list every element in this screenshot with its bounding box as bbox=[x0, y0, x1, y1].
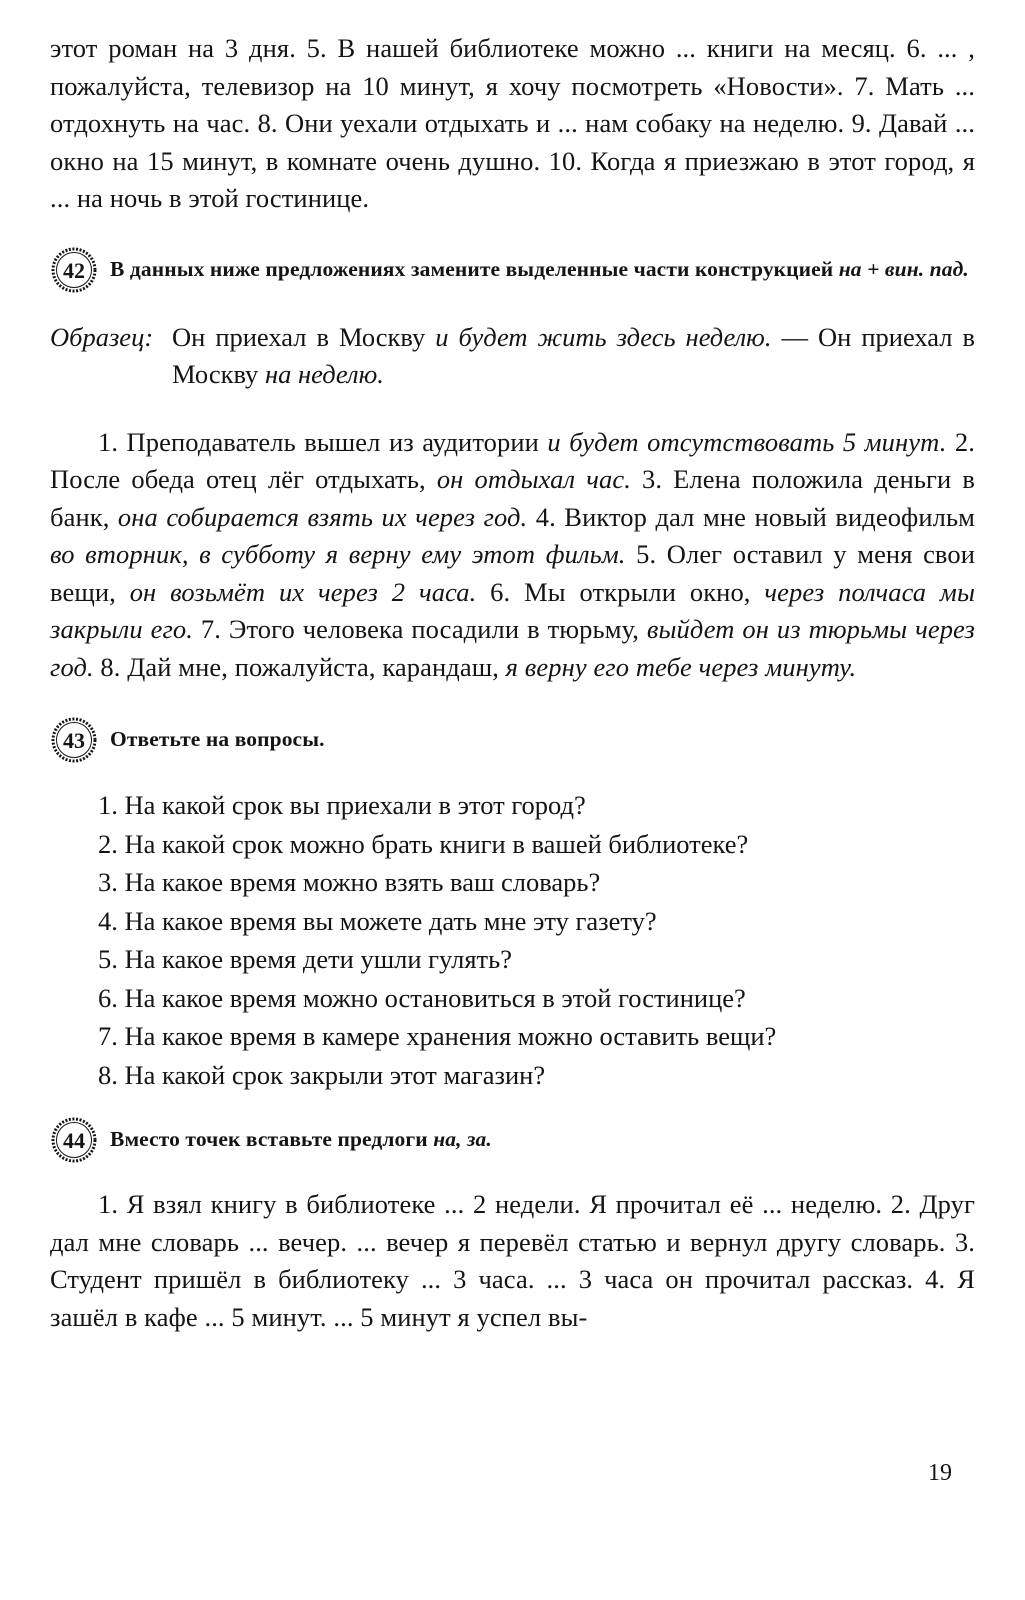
text-run: 3. Елена положила деньги в банк, bbox=[50, 464, 975, 532]
text-run: этот роман на 3 дня. 5. В нашей библиотеке можно ... книги на месяц. 6. ... , пожалуйста, телевизор на 10 минут, я хочу посмотреть «Новости». 7. Мать ... отдохнуть на час. 8. Они уехали отдыхать и ... нам собаку на неделю. 9. Давай ... окно на 15 минут, в комнате очень душно. 10. Когда я приезжаю в этот город, я ... на ночь в этой гостинице. bbox=[50, 33, 975, 213]
text-run: 7. Этого человека посадили в тюрьму, bbox=[192, 614, 647, 644]
italic-text-run: через полчаса мы закрыли его. bbox=[50, 576, 975, 644]
text-run: Вместо точек вставьте предлоги bbox=[110, 1127, 434, 1151]
text-run: 2. После обеда отец лёг отдыхать, bbox=[50, 426, 975, 494]
exercise-number-badge-icon bbox=[50, 246, 98, 294]
badge-circle-icon bbox=[50, 246, 98, 294]
page-number: 19 bbox=[928, 1460, 952, 1486]
exercise-43-questions bbox=[50, 786, 975, 1094]
italic-text-run: она собирается взять их через год. bbox=[117, 501, 528, 532]
list-item: 4. На какое время вы можете дать мне эту газету? bbox=[98, 905, 657, 936]
badge-number: 42 bbox=[63, 257, 85, 283]
exercise-43-heading bbox=[50, 716, 975, 764]
text-run: 4. Виктор дал мне новый видеофильм bbox=[527, 501, 975, 532]
list-item: 2. На какой срок можно брать книги в вашей библиотеке? bbox=[98, 828, 749, 859]
badge-circle-icon bbox=[50, 716, 98, 764]
text-run: 1. Я взял книгу в библиотеке ... 2 недели. Я прочитал её ... неделю. 2. Друг дал мне словарь ... вечер. ... вечер я перевёл статью и вернул другу словарь. 3. Студент пришёл в библиотеку ... 3 часа. ... 3 часа он прочитал рассказ. 4. Я зашёл в кафе ... 5 минут. ... 5 минут я успел вы- bbox=[50, 1189, 975, 1332]
italic-text-run: он отдыхал час. bbox=[436, 464, 631, 494]
italic-text-run: он возьмёт их через 2 часа. bbox=[129, 576, 477, 607]
exercise-42-sample bbox=[50, 319, 975, 394]
exercise-number-badge-icon bbox=[50, 1116, 98, 1164]
sample-label: Образец: bbox=[50, 321, 154, 352]
list-item: 1. На какой срок вы приехали в этот город? bbox=[98, 790, 586, 820]
badge-number: 43 bbox=[63, 728, 85, 753]
text-run: 6. Мы открыли окно, bbox=[476, 576, 765, 607]
badge-circle-icon bbox=[50, 1116, 98, 1164]
intro-paragraph bbox=[50, 30, 975, 218]
text-run: 1. Преподаватель вышел из аудитории bbox=[98, 426, 548, 457]
exercise-44-heading bbox=[50, 1116, 975, 1164]
exercise-43-instruction bbox=[110, 716, 325, 756]
italic-text-run: на неделю. bbox=[264, 359, 384, 389]
list-item: 6. На какое время можно остановиться в этой гостинице? bbox=[98, 982, 746, 1013]
badge-number: 44 bbox=[63, 1128, 85, 1153]
italic-text-run: на, за. bbox=[433, 1127, 492, 1151]
exercise-42-body bbox=[50, 424, 975, 687]
exercise-42-heading bbox=[50, 246, 975, 294]
exercise-42-instruction bbox=[110, 246, 969, 286]
italic-text-run: выйдет он из тюрьмы через год. bbox=[50, 614, 975, 682]
text-run: — Он приехал в Москву bbox=[172, 321, 975, 389]
italic-text-run: и будет отсутствовать 5 минут. bbox=[547, 426, 947, 457]
italic-text-run: на + вин. пад. bbox=[838, 256, 969, 281]
text-run: Ответьте на вопросы. bbox=[110, 727, 325, 751]
exercise-number-badge-icon bbox=[50, 716, 98, 764]
exercise-44-body bbox=[50, 1186, 975, 1336]
text-run: Он приехал в Москву bbox=[172, 321, 436, 352]
list-item: 7. На какое время в камере хранения можно оставить вещи? bbox=[98, 1021, 777, 1051]
list-item: 3. На какое время можно взять ваш словарь? bbox=[98, 867, 601, 897]
list-item: 5. На какое время дети ушли гулять? bbox=[98, 944, 512, 974]
text-run: 8. Дай мне, пожалуйста, карандаш, bbox=[93, 651, 506, 682]
italic-text-run: во вторник, в субботу я верну ему этот фильм. bbox=[50, 539, 626, 569]
exercise-44-instruction bbox=[110, 1116, 492, 1156]
list-item: 8. На какой срок закрыли этот магазин? bbox=[98, 1059, 546, 1090]
italic-text-run: я верну его тебе через минуту. bbox=[505, 651, 857, 682]
text-run: 5. Олег оставил у меня свои вещи, bbox=[50, 539, 975, 607]
text-run: В данных ниже предложениях замените выделенные части конструкцией bbox=[110, 256, 839, 281]
italic-text-run: и будет жить здесь неделю. bbox=[435, 321, 772, 352]
sample-text bbox=[172, 319, 975, 394]
